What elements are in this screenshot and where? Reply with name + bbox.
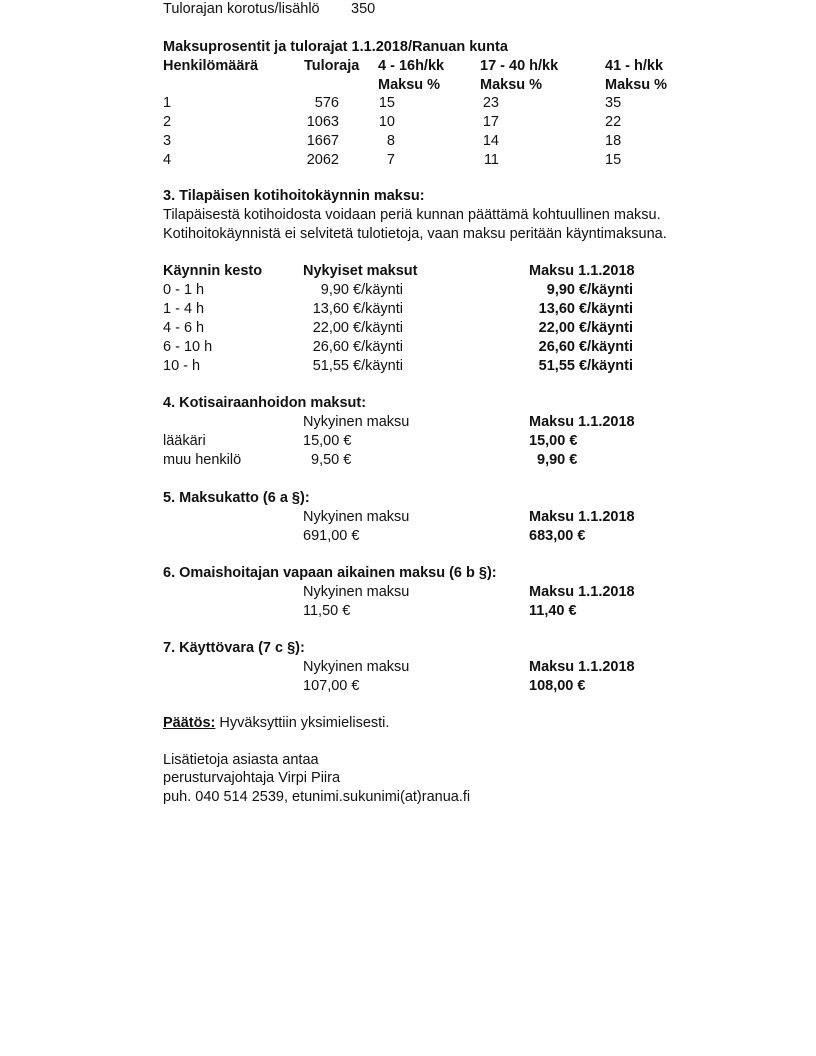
table1-cell-pct: 15 bbox=[605, 152, 622, 168]
table1-cell-income-limit: 1667 bbox=[306, 133, 339, 149]
section3-cell-current: 9,90 €/käynti bbox=[320, 282, 403, 298]
section3-paragraph: Kotihoitokäynnistä ei selvitetä tulotietoja, vaan maksu peritään käyntimaksuna. bbox=[163, 226, 667, 242]
section3-cell-new: 9,90 €/käynti bbox=[546, 282, 633, 298]
table1-cell-income-limit: 2062 bbox=[306, 152, 339, 168]
table1-header: 17 - 40 h/kk bbox=[480, 58, 559, 74]
table1-cell-persons: 3 bbox=[163, 133, 172, 149]
section5-header: Nykyinen maksu bbox=[303, 509, 410, 525]
section3-paragraph: Tilapäisestä kotihoidosta voidaan periä kunnan päättämä kohtuullinen maksu. bbox=[163, 207, 661, 223]
decision-label: Päätös: bbox=[163, 715, 216, 731]
table1-header: 41 - h/kk bbox=[605, 58, 664, 74]
section4-current: 15,00 € bbox=[303, 433, 352, 449]
table1-cell-pct: 11 bbox=[483, 152, 499, 168]
section3-cell-duration: 0 - 1 h bbox=[163, 282, 205, 298]
decision-text: Hyväksyttiin yksimielisesti. bbox=[219, 715, 390, 731]
section3-cell-current: 51,55 €/käynti bbox=[312, 358, 403, 374]
decision bbox=[163, 714, 389, 732]
table1-subheader: Maksu % bbox=[378, 77, 441, 93]
section3-cell-new: 22,00 €/käynti bbox=[538, 320, 633, 336]
table1-header: Tuloraja bbox=[304, 58, 360, 74]
section6-current: 11,50 € bbox=[303, 603, 351, 619]
section4-header: Nykyinen maksu bbox=[303, 414, 410, 430]
section4-title: 4. Kotisairaanhoidon maksut: bbox=[163, 395, 367, 411]
table1-cell-pct: 15 bbox=[378, 95, 395, 111]
section3-header: Nykyiset maksut bbox=[303, 263, 418, 279]
contact-line: perusturvajohtaja Virpi Piira bbox=[163, 770, 341, 786]
section6-title: 6. Omaishoitajan vapaan aikainen maksu (6 b §): bbox=[163, 565, 497, 581]
table1-cell-pct: 8 bbox=[386, 133, 395, 149]
section4-row-label: muu henkilö bbox=[163, 452, 242, 468]
section6-new: 11,40 € bbox=[529, 603, 577, 619]
section3-cell-current: 22,00 €/käynti bbox=[312, 320, 403, 336]
table1-cell-pct: 17 bbox=[482, 114, 499, 130]
section4-new: 15,00 € bbox=[529, 433, 578, 449]
section3-title: 3. Tilapäisen kotihoitokäynnin maksu: bbox=[163, 188, 425, 204]
section3-cell-duration: 6 - 10 h bbox=[163, 339, 213, 355]
table1-cell-pct: 22 bbox=[605, 114, 622, 130]
section3-cell-duration: 4 - 6 h bbox=[163, 320, 205, 336]
intro-value: 350 bbox=[351, 1, 376, 17]
section4-new: 9,90 € bbox=[537, 452, 578, 468]
section3-cell-current: 13,60 €/käynti bbox=[312, 301, 403, 317]
section3-cell-duration: 1 - 4 h bbox=[163, 301, 205, 317]
table1-cell-pct: 35 bbox=[605, 95, 622, 111]
table1-cell-pct: 14 bbox=[482, 133, 499, 149]
table1-header: Henkilömäärä bbox=[163, 58, 259, 74]
table1-cell-pct: 10 bbox=[378, 114, 395, 130]
section5-current: 691,00 € bbox=[303, 528, 360, 544]
section4-current: 9,50 € bbox=[311, 452, 352, 468]
section6-header: Maksu 1.1.2018 bbox=[529, 584, 635, 600]
section7-header: Maksu 1.1.2018 bbox=[529, 659, 635, 675]
section5-title: 5. Maksukatto (6 a §): bbox=[163, 490, 310, 506]
section3-cell-new: 13,60 €/käynti bbox=[538, 301, 633, 317]
contact-line: puh. 040 514 2539, etunimi.sukunimi(at)ranua.fi bbox=[163, 789, 471, 805]
section7-new: 108,00 € bbox=[529, 678, 586, 694]
table1-subheader: Maksu % bbox=[605, 77, 668, 93]
section6-header: Nykyinen maksu bbox=[303, 584, 410, 600]
table1-cell-pct: 18 bbox=[605, 133, 622, 149]
table1-cell-income-limit: 1063 bbox=[306, 114, 339, 130]
table1-cell-pct: 23 bbox=[482, 95, 499, 111]
section4-header: Maksu 1.1.2018 bbox=[529, 414, 635, 430]
section5-new: 683,00 € bbox=[529, 528, 586, 544]
section7-current: 107,00 € bbox=[303, 678, 360, 694]
contact-line: Lisätietoja asiasta antaa bbox=[163, 752, 319, 768]
section7-title: 7. Käyttövara (7 c §): bbox=[163, 640, 305, 656]
intro-label: Tulorajan korotus/lisählö bbox=[163, 1, 320, 17]
table1-cell-pct: 7 bbox=[386, 152, 395, 168]
table1-title: Maksuprosentit ja tulorajat 1.1.2018/Ranuan kunta bbox=[163, 39, 508, 55]
section4-row-label: lääkäri bbox=[163, 433, 206, 449]
table1-cell-persons: 2 bbox=[163, 114, 172, 130]
table1-header: 4 - 16h/kk bbox=[378, 58, 445, 74]
section3-cell-duration: 10 - h bbox=[163, 358, 201, 374]
table1-cell-persons: 4 bbox=[163, 152, 172, 168]
section3-header: Maksu 1.1.2018 bbox=[529, 263, 635, 279]
section7-header: Nykyinen maksu bbox=[303, 659, 410, 675]
section3-header: Käynnin kesto bbox=[163, 263, 263, 279]
section5-header: Maksu 1.1.2018 bbox=[529, 509, 635, 525]
section3-cell-new: 51,55 €/käynti bbox=[538, 358, 633, 374]
section3-cell-new: 26,60 €/käynti bbox=[538, 339, 633, 355]
table1-cell-income-limit: 576 bbox=[314, 95, 339, 111]
table1-subheader: Maksu % bbox=[480, 77, 543, 93]
section3-cell-current: 26,60 €/käynti bbox=[312, 339, 403, 355]
table1-cell-persons: 1 bbox=[163, 95, 172, 111]
